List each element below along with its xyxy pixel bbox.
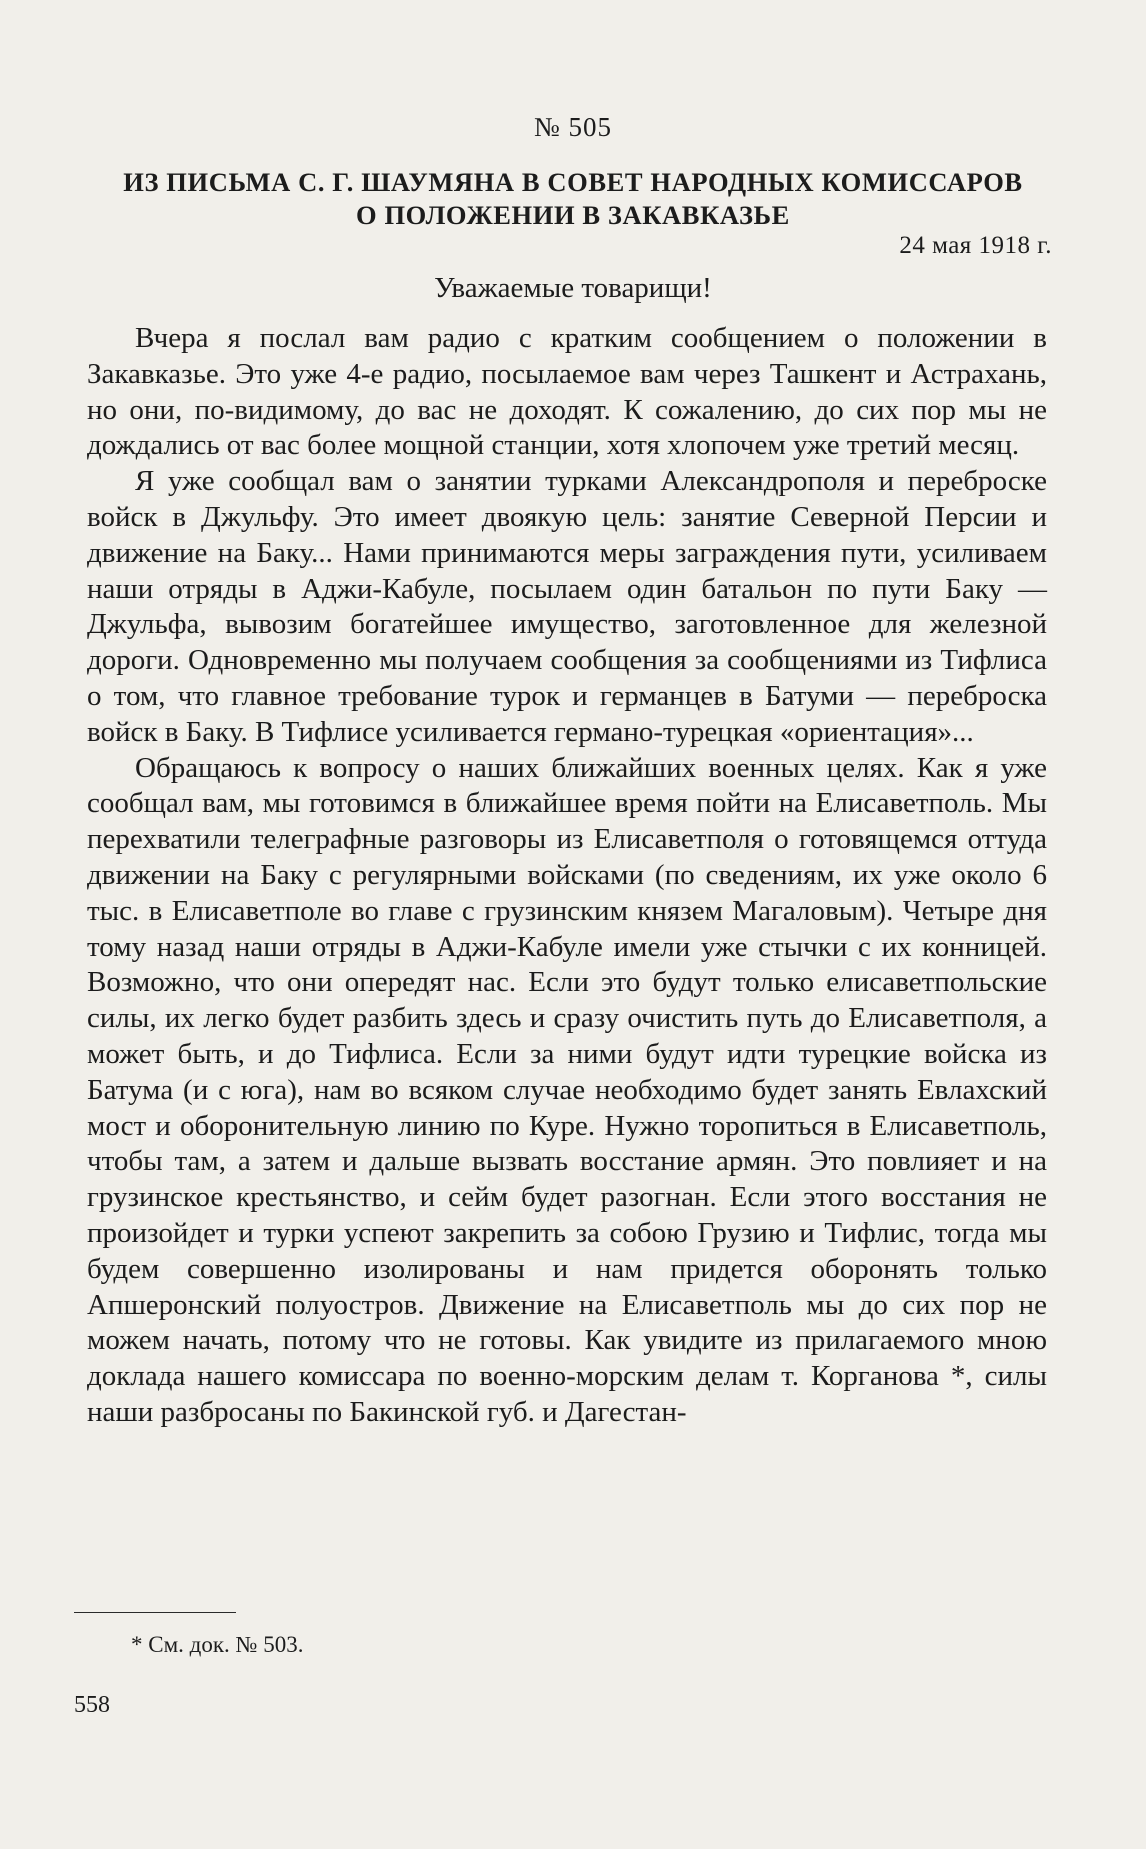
page-number: 558 bbox=[74, 1692, 110, 1718]
document-number: № 505 bbox=[533, 112, 612, 142]
letter-body bbox=[87, 321, 1047, 1431]
footnote: * См. док. № 503. bbox=[131, 1632, 304, 1657]
footnote-divider bbox=[74, 1612, 236, 1613]
document-title bbox=[80, 166, 1066, 232]
title-line-1: ИЗ ПИСЬМА С. Г. ШАУМЯНА В СОВЕТ НАРОДНЫХ КОМИССАРОВ bbox=[123, 167, 1023, 197]
paragraph-2: Я уже сообщал вам о занятии турками Александрополя и переброске войск в Джульфу. Это имеет двоякую цель: занятие Северной Персии и движение на Баку... Нами принимаются меры заграждения пути, усиливаем наши отряды в Аджи-Кабуле, посылаем один батальон по пути Баку — Джульфа, вывозим богатейшее имущество, заготовленное для железной дороги. Одновременно мы получаем сообщения за сообщениями из Тифлиса о том, что главное требование турок и германцев в Батуми — переброска войск в Баку. В Тифлисе усиливается германо-турецкая «ориентация»... bbox=[87, 465, 1047, 748]
document-date: 24 мая 1918 г. bbox=[899, 232, 1052, 259]
paragraph-3: Обращаюсь к вопросу о наших ближайших военных целях. Как я уже сообщал вам, мы готовимся в ближайшее время пойти на Елисаветполь. Мы перехватили телеграфные разговоры из Елисаветполя о готовящемся оттуда движении на Баку с регулярными войсками (по сведениям, их уже около 6 тыс. в Елисаветполе во главе с грузинским князем Магаловым). Четыре дня тому назад наши отряды в Аджи-Кабуле имели уже стычки с их конницей. Возможно, что они опередят нас. Если это будут только елисаветпольские силы, их легко будет разбить здесь и сразу очистить путь до Елисаветполя, а может быть, и до Тифлиса. Если за ними будут идти турецкие войска из Батума (и с юга), нам во всяком случае необходимо будет занять Евлахский мост и оборонительную линию по Куре. Нужно торопиться в Елисаветполь, чтобы там, а затем и дальше вызвать восстание армян. Это повлияет и на грузинское крестьянство, и сейм будет разогнан. Если этого восстания не произойдет и турки успеют закрепить за собою Грузию и Тифлис, тогда мы будем совершенно изолированы и нам придется оборонять только Апшеронский полуостров. Движение на Елисаветполь мы до сих пор не можем начать, потому что не готовы. Как увидите из прилагаемого мною доклада нашего комиссара по военно-морским делам т. Корганова *, силы наши разбросаны по Бакинской губ. и Дагестан- bbox=[87, 751, 1047, 1428]
paragraph-1: Вчера я послал вам радио с кратким сообщением о положении в Закавказье. Это уже 4-е радио, посылаемое вам через Ташкент и Астрахань, но они, по-видимому, до вас не доходят. К сожалению, до сих пор мы не дождались от вас более мощной станции, хотя хлопочем уже третий месяц. bbox=[87, 322, 1047, 462]
title-line-2: О ПОЛОЖЕНИИ В ЗАКАВКАЗЬЕ bbox=[356, 200, 790, 230]
salutation: Уважаемые товарищи! bbox=[434, 272, 712, 304]
